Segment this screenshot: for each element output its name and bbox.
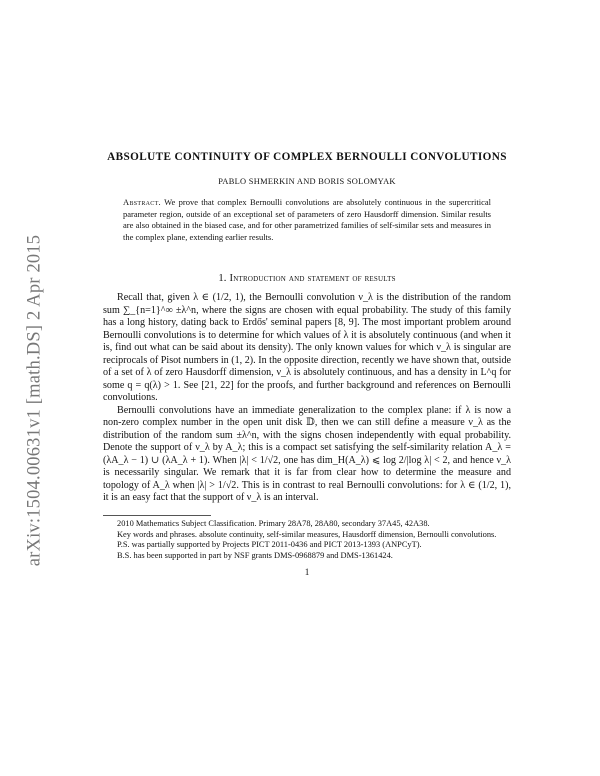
footnote: 2010 Mathematics Subject Classification. Primary 28A78, 28A80, secondary 37A45, 42A38. [117,518,430,528]
page-number: 1 [304,567,310,578]
arxiv-watermark [10,180,60,620]
body-text [103,292,511,505]
footnote: B.S. has been supported in part by NSF grants DMS-0968879 and DMS-1361424. [117,551,393,561]
footnote: P.S. was partially supported by Projects PICT 2011-0436 and PICT 2013-1393 (ANPCyT). [117,540,422,550]
abstract [123,197,491,243]
footnote: Key words and phrases. absolute continuity, self-similar measures, Hausdorff dimension, Bernoulli convolutions. [117,529,497,539]
paragraph: Recall that, given λ ∈ (1/2, 1), the Bernoulli convolution ν_λ is the distribution of the random sum ∑_{n=1}^∞ ±λ^n, where the signs are chosen with equal probability. The study of this family has a long history, dating back to Erdős' seminal papers [8, 9]. The most important problem around Bernoulli convolutions is to determine for which values of λ it is absolutely continuous (and when it is, find out what can be said about its density). The only known values for which ν_λ is singular are reciprocals of Pisot numbers in (1, 2). In the opposite direction, recently we have shown that, outside of a set of λ of zero Hausdorff dimension, ν_λ is absolutely continuous, and has a density in L^q for some q = q(λ) > 1. See [21, 22] for the proofs, and further background and references on Bernoulli convolutions. [103,292,511,404]
paper-page [103,150,511,577]
paragraph: Bernoulli convolutions have an immediate generalization to the complex plane: if λ is now a non-zero complex number in the open unit disk 𝔻, then we can still define a measure ν_λ as the distribution of the random sum ±λ^n, with the signs chosen independently with equal probability. Denote the support of ν_λ by A_λ; this is a compact set satisfying the self-similarity relation A_λ = (λA_λ − 1) ∪ (λA_λ + 1). When |λ| < 1/√2, one has dim_H(A_λ) ⩽ log 2/|log λ| < 2, and hence ν_λ is necessarily singular. We remark that it is far from clear how to determine the measure and topology of A_λ when |λ| > 1/√2. This is in contrast to real Bernoulli convolutions: for λ ∈ (1/2, 1), it is an easy fact that the support of ν_λ is an interval. [103,404,511,504]
footnotes [103,515,511,562]
paper-title: ABSOLUTE CONTINUITY OF COMPLEX BERNOULLI CONVOLUTIONS [107,151,507,163]
arxiv-id: arXiv:1504.00631v1 [math.DS] 2 Apr 2015 [24,234,45,566]
section-heading: 1. Introduction and statement of results [218,273,396,285]
abstract-label: Abstract. [123,197,161,207]
paper-authors: PABLO SHMERKIN AND BORIS SOLOMYAK [218,177,396,186]
footnote-rule [103,515,211,516]
abstract-text: We prove that complex Bernoulli convolutions are absolutely continuous in the supercritical parameter region, outside of an exceptional set of parameters of zero Hausdorff dimension. Similar results are also obtained in the biased case, and for other parametrized families of self-similar sets and measures in the complex plane, extending earlier results. [123,197,491,242]
